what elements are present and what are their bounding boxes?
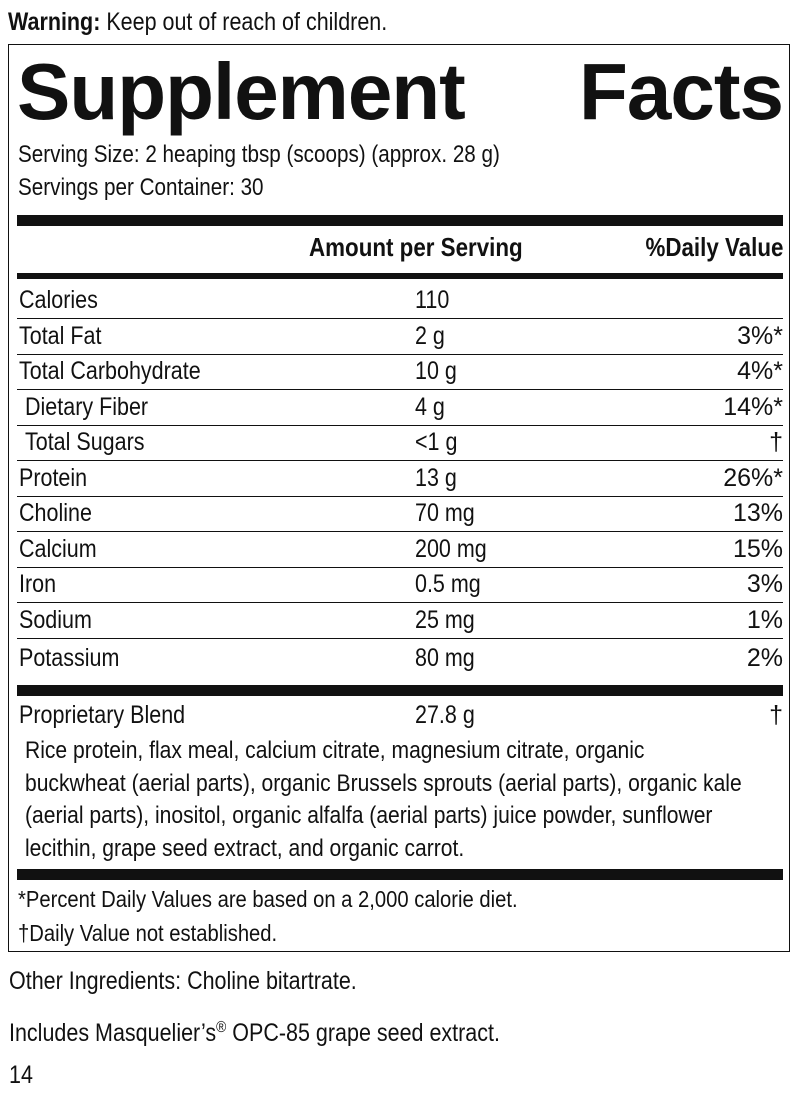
nutrient-name: Sodium xyxy=(19,605,92,634)
nutrient-amount: 80 mg xyxy=(415,644,475,672)
nutrient-daily-value: 1% xyxy=(746,605,783,634)
footnote-percent-dv: *Percent Daily Values are based on a 2,000 calorie diet. xyxy=(18,886,518,912)
supplement-facts-panel xyxy=(8,44,790,952)
warning-label: Warning: xyxy=(8,8,101,36)
nutrient-name: Dietary Fiber xyxy=(25,392,149,421)
title-word-facts: Facts xyxy=(579,47,783,136)
nutrient-name: Iron xyxy=(19,570,57,598)
nutrient-amount: 25 mg xyxy=(415,605,475,634)
serving-size: Serving Size: 2 heaping tbsp (scoops) (approx. 28 g) xyxy=(18,141,500,168)
warning-text: Keep out of reach of children. xyxy=(106,8,388,36)
proprietary-blend-row xyxy=(17,698,783,733)
includes-statement xyxy=(9,1011,580,1050)
nutrient-daily-value: 13% xyxy=(732,499,783,527)
thick-divider-bottom xyxy=(17,869,783,880)
footnote-dv-not-established: †Daily Value not established. xyxy=(18,920,278,946)
thick-divider-top xyxy=(17,215,783,226)
nutrient-row xyxy=(17,567,783,603)
blend-line: lecithin, grape seed extract, and organic carrot. xyxy=(25,834,465,862)
blend-line: (aerial parts), inositol, organic alfalfa (aerial parts) juice powder, sunflower xyxy=(25,802,713,829)
other-ingredients: Other Ingredients: Choline bitartrate. xyxy=(9,967,357,995)
registered-mark: ® xyxy=(216,1019,227,1036)
blend-amount: 27.8 g xyxy=(415,701,475,729)
warning-statement xyxy=(8,4,449,40)
page-number: 14 xyxy=(9,1061,33,1089)
nutrient-daily-value: 15% xyxy=(732,534,783,563)
nutrient-daily-value: † xyxy=(769,428,783,456)
nutrient-name: Calories xyxy=(19,286,98,314)
title-word-supplement: Supplement xyxy=(17,47,465,136)
nutrient-amount: 110 xyxy=(415,286,450,314)
nutrient-row xyxy=(17,425,783,461)
nutrient-name: Total Carbohydrate xyxy=(19,357,201,385)
blend-dv: † xyxy=(769,701,783,729)
nutrient-row xyxy=(17,354,783,390)
thick-divider-blend xyxy=(17,685,783,696)
nutrient-daily-value: 3%* xyxy=(737,321,783,350)
includes-before: Includes Masquelier’s xyxy=(9,1019,217,1047)
servings-per-container: Servings per Container: 30 xyxy=(18,174,264,201)
nutrient-name: Protein xyxy=(19,463,88,492)
amount-per-serving-header: Amount per Serving xyxy=(309,232,523,262)
nutrient-daily-value: 3% xyxy=(746,570,783,598)
nutrient-row xyxy=(17,496,783,532)
nutrient-daily-value: 14%* xyxy=(723,392,783,421)
includes-after: OPC-85 grape seed extract. xyxy=(226,1019,500,1047)
nutrient-row xyxy=(17,283,783,319)
nutrient-amount: 70 mg xyxy=(415,499,475,527)
nutrient-amount: 200 mg xyxy=(415,534,487,563)
nutrient-amount: 10 g xyxy=(415,357,457,385)
blend-name: Proprietary Blend xyxy=(19,701,186,729)
nutrient-amount: 2 g xyxy=(415,321,445,350)
nutrient-name: Choline xyxy=(19,499,92,527)
nutrient-row xyxy=(17,532,783,568)
nutrient-name: Total Sugars xyxy=(25,428,145,456)
blend-line: Rice protein, flax meal, calcium citrate, magnesium citrate, organic xyxy=(25,737,645,764)
nutrient-name: Total Fat xyxy=(19,321,102,350)
nutrient-row xyxy=(17,319,783,355)
nutrient-amount: 13 g xyxy=(415,463,457,492)
nutrient-row xyxy=(17,641,783,676)
blend-ingredients xyxy=(25,735,785,865)
nutrient-amount: <1 g xyxy=(415,428,458,456)
nutrient-row xyxy=(17,461,783,497)
nutrient-name: Potassium xyxy=(19,644,120,672)
nutrient-amount: 4 g xyxy=(415,392,445,421)
nutrient-daily-value: 4%* xyxy=(737,357,783,385)
blend-line: buckwheat (aerial parts), organic Brussels sprouts (aerial parts), organic kale xyxy=(25,769,742,797)
nutrient-name: Calcium xyxy=(19,534,97,563)
daily-value-header: %Daily Value xyxy=(645,232,783,262)
nutrient-daily-value: 2% xyxy=(746,644,783,672)
nutrient-amount: 0.5 mg xyxy=(415,570,481,598)
nutrient-row xyxy=(17,390,783,426)
nutrient-daily-value: 26%* xyxy=(723,463,783,492)
nutrient-row xyxy=(17,603,783,639)
medium-divider xyxy=(17,273,783,279)
panel-title xyxy=(17,47,783,137)
